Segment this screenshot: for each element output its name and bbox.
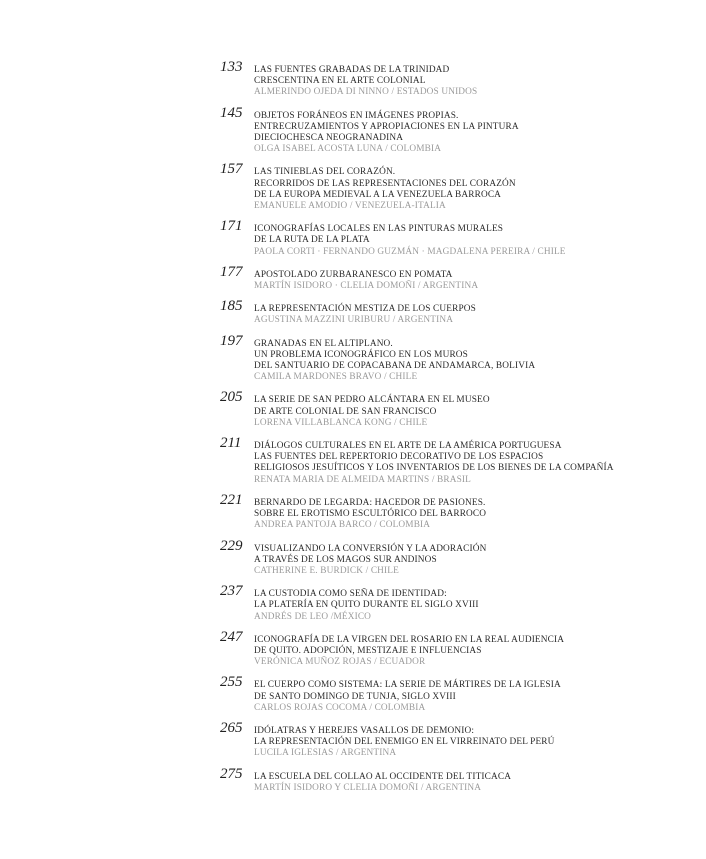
entry-text [254, 106, 690, 156]
entry-title-line: LAS FUENTES GRABADAS DE LA TRINIDAD [254, 65, 450, 75]
page-number: 275 [220, 765, 243, 782]
entry-text [254, 299, 690, 326]
toc-entry[interactable] [220, 265, 690, 292]
toc-entry[interactable] [220, 219, 690, 258]
toc-entry[interactable] [220, 334, 690, 384]
toc-entry[interactable] [220, 436, 690, 486]
entry-title-line: EL CUERPO COMO SISTEMA: LA SERIE DE MÁRTIRES DE LA IGLESIA [254, 680, 561, 691]
page-number: 237 [220, 583, 243, 600]
entry-title-line: SOBRE EL EROTISMO ESCULTÓRICO DEL BARROCO [254, 509, 487, 520]
entry-text [254, 219, 690, 258]
entry-title-line: DE LA RUTA DE LA PLATA [254, 235, 370, 246]
entry-title-line: OBJETOS FORÁNEOS EN IMÁGENES PROPIAS. [254, 110, 459, 121]
toc-entry[interactable] [220, 162, 690, 212]
page-number: 185 [220, 298, 243, 315]
entry-title-line: VISUALIZANDO LA CONVERSIÓN Y LA ADORACIÓN [254, 543, 487, 554]
entry-title-line: RECORRIDOS DE LAS REPRESENTACIONES DEL CORAZÓN [254, 178, 516, 189]
entry-title-line: LA ESCUELA DEL COLLAO AL OCCIDENTE DEL TITICACA [254, 771, 512, 782]
entry-title-line: LA CUSTODIA COMO SEÑA DE IDENTIDAD: [254, 589, 447, 600]
entry-author: CATHERINE E. BURDICK / CHILE [254, 565, 399, 576]
entry-text [254, 60, 690, 99]
entry-title-line: LA REPRESENTACIÓN MESTIZA DE LOS CUERPOS [254, 304, 476, 315]
page-number: 133 [220, 59, 243, 75]
entry-text [254, 630, 690, 669]
entry-text [254, 584, 690, 623]
entry-text [254, 721, 690, 760]
entry-author: AGUSTINA MAZZINI URIBURU / ARGENTINA [254, 315, 454, 326]
toc-entry[interactable] [220, 721, 690, 760]
entry-title-line: DE ARTE COLONIAL DE SAN FRANCISCO [254, 406, 437, 417]
entry-text [254, 493, 690, 532]
page-number: 265 [220, 719, 243, 736]
entry-title-line: GRANADAS EN EL ALTIPLANO. [254, 338, 393, 349]
entry-title-line: BERNARDO DE LEGARDA: HACEDOR DE PASIONES. [254, 497, 486, 508]
entry-text [254, 767, 690, 794]
entry-author: MARTÍN ISIDORO Y CLELIA DOMOÑI / ARGENTINA [254, 782, 482, 793]
entry-author: RENATA MARIA DE ALMEIDA MARTINS / BRASIL [254, 474, 471, 485]
page-number: 145 [220, 104, 243, 121]
entry-title-line: DIECIOCHESCA NEOGRANADINA [254, 133, 404, 144]
toc-entry[interactable] [220, 767, 690, 794]
entry-title-line: ICONOGRAFÍA DE LA VIRGEN DEL ROSARIO EN LA REAL AUDIENCIA [254, 634, 565, 645]
page-number: 205 [220, 389, 243, 406]
page-number: 157 [220, 161, 243, 178]
entry-author: ANDRÉS DE LEO /MÉXICO [254, 611, 372, 622]
entry-title-line: DE LA EUROPA MEDIEVAL A LA VENEZUELA BARROCA [254, 189, 502, 200]
entry-title-line: IDÓLATRAS Y HEREJES VASALLOS DE DEMONIO: [254, 725, 475, 736]
entry-title-line: LA SERIE DE SAN PEDRO ALCÁNTARA EN EL MUSEO [254, 395, 490, 406]
page-number: 177 [220, 263, 243, 280]
toc-entry[interactable] [220, 60, 690, 99]
entry-author: LUCILA IGLESIAS / ARGENTINA [254, 748, 397, 759]
entry-title-line: APOSTOLADO ZURBARANESCO EN POMATA [254, 269, 453, 280]
entry-author: OLGA ISABEL ACOSTA LUNA / COLOMBIA [254, 144, 442, 155]
page-number: 171 [220, 218, 243, 235]
entry-text [254, 390, 690, 429]
entry-author: VERÓNICA MUÑOZ ROJAS / ECUADOR [254, 657, 426, 668]
entry-text [254, 334, 690, 384]
entry-author: CAMILA MARDONES BRAVO / CHILE [254, 372, 418, 383]
page-number: 197 [220, 332, 243, 349]
entry-author: PAOLA CORTI · FERNANDO GUZMÁN · MAGDALENA PEREIRA / CHILE [254, 246, 566, 257]
entry-title-line: LA PLATERÍA EN QUITO DURANTE EL SIGLO XVIII [254, 600, 479, 611]
toc-entry[interactable] [220, 539, 690, 578]
toc-entry[interactable] [220, 299, 690, 326]
entry-title-line: A TRAVÉS DE LOS MAGOS SUR ANDINOS [254, 554, 437, 565]
entry-title-line: DE QUITO. ADOPCIÓN, MESTIZAJE E INFLUENCIAS [254, 645, 482, 656]
page-number: 211 [220, 435, 242, 452]
entry-author: EMANUELE AMODIO / VENEZUELA-ITALIA [254, 201, 446, 212]
entry-author: ANDREA PANTOJA BARCO / COLOMBIA [254, 520, 431, 531]
entry-text [254, 675, 690, 714]
page-number: 255 [220, 674, 243, 691]
toc-entry[interactable] [220, 630, 690, 669]
toc-entry[interactable] [220, 390, 690, 429]
page-number: 229 [220, 537, 243, 554]
entry-title-line: LA REPRESENTACIÓN DEL ENEMIGO EN EL VIRREINATO DEL PERÚ [254, 737, 555, 748]
entry-title-line: ICONOGRAFÍAS LOCALES EN LAS PINTURAS MURALES [254, 224, 504, 235]
table-of-contents [220, 60, 690, 794]
entry-author: LORENA VILLABLANCA KONG / CHILE [254, 417, 428, 428]
entry-title-line: DIÁLOGOS CULTURALES EN EL ARTE DE LA AMÉRICA PORTUGUESA [254, 441, 562, 452]
entry-title-line: LAS TINIEBLAS DEL CORAZÓN. [254, 167, 396, 178]
entry-title-line: UN PROBLEMA ICONOGRÁFICO EN LOS MUROS [254, 349, 468, 360]
entry-title-line: DEL SANTUARIO DE COPACABANA DE ANDAMARCA, BOLIVIA [254, 361, 536, 372]
entry-text [254, 162, 690, 212]
entry-title-line: DE SANTO DOMINGO DE TUNJA, SIGLO XVIII [254, 691, 456, 702]
page-number: 247 [220, 628, 243, 645]
entry-title-line: ENTRECRUZAMIENTOS Y APROPIACIONES EN LA PINTURA [254, 121, 519, 132]
entry-text [254, 265, 690, 292]
toc-entry[interactable] [220, 675, 690, 714]
entry-title-line: LAS FUENTES DEL REPERTORIO DECORATIVO DE LOS ESPACIOS [254, 452, 544, 463]
entry-author: CARLOS ROJAS COCOMA / COLOMBIA [254, 702, 426, 713]
toc-entry[interactable] [220, 493, 690, 532]
entry-title-line: CRESCENTINA EN EL ARTE COLONIAL [254, 76, 426, 87]
entry-text [254, 436, 690, 486]
entry-text [254, 539, 690, 578]
toc-entry[interactable] [220, 106, 690, 156]
entry-title-line: RELIGIOSOS JESUÍTICOS Y LOS INVENTARIOS DE LOS BIENES DE LA COMPAÑÍA [254, 463, 614, 474]
page-number: 221 [220, 491, 243, 508]
entry-author: ALMERINDO OJEDA DI NINNO / ESTADOS UNIDOS [254, 87, 478, 98]
entry-author: MARTÍN ISIDORO · CLELIA DOMOÑI / ARGENTINA [254, 281, 479, 292]
toc-entry[interactable] [220, 584, 690, 623]
